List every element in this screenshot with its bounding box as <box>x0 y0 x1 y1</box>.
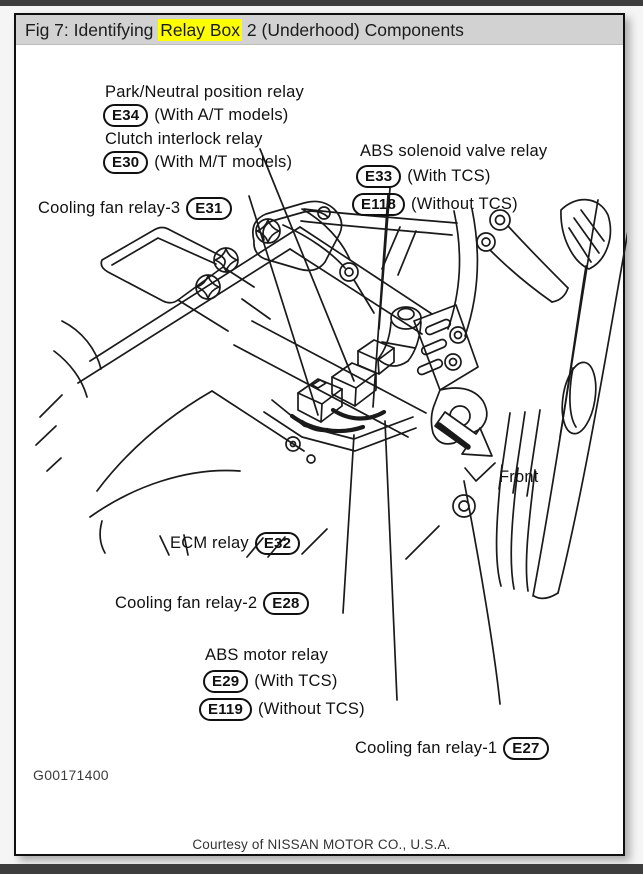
bolt-stars <box>196 219 280 299</box>
note-e29: (With TCS) <box>254 672 338 690</box>
tag-e27: E27 <box>503 737 548 760</box>
front-arrow <box>435 412 495 481</box>
window-bottom-bar <box>0 864 643 874</box>
window-top-bar <box>0 0 643 6</box>
label-cooling-fan-relay-3: Cooling fan relay-3 <box>38 199 181 217</box>
figure-title-prefix: Fig 7: Identifying <box>25 20 159 40</box>
tag-e29: E29 <box>203 670 248 693</box>
courtesy-line: Courtesy of NISSAN MOTOR CO., U.S.A. <box>192 837 451 852</box>
lower-left-contours <box>36 321 315 553</box>
relay-cluster <box>264 340 416 451</box>
figure-code: G00171400 <box>33 767 109 783</box>
label-park-neutral-relay: Park/Neutral position relay <box>105 83 304 101</box>
figure-title-bar <box>16 15 623 45</box>
front-direction-label: Front <box>499 468 539 486</box>
body-panel-bands <box>448 209 477 336</box>
label-ecm-relay: ECM relay <box>170 534 249 552</box>
tag-e119: E119 <box>199 698 252 721</box>
cowl-slats <box>497 410 540 591</box>
callout-e30 <box>103 150 292 175</box>
slotted-bracket-plate <box>414 305 487 517</box>
label-cooling-fan-relay-1: Cooling fan relay-1 <box>355 739 498 757</box>
frame-rails <box>78 209 457 437</box>
tag-e118: E118 <box>352 193 405 216</box>
label-abs-motor-relay: ABS motor relay <box>205 646 329 664</box>
label-clutch-interlock-relay: Clutch interlock relay <box>105 130 263 148</box>
tag-e28: E28 <box>263 592 308 615</box>
tag-e30: E30 <box>103 151 148 174</box>
callout-e33 <box>356 164 491 189</box>
tag-e31: E31 <box>186 197 231 220</box>
callout-e118 <box>352 192 518 217</box>
mount-stud <box>378 307 421 366</box>
callout-e119 <box>199 697 365 722</box>
note-e34: (With A/T models) <box>154 106 289 124</box>
callout-ecm-relay <box>170 531 300 556</box>
leader-lines <box>160 149 500 704</box>
harness-grommet <box>283 195 416 407</box>
callout-cooling-fan-relay-3 <box>38 196 232 221</box>
label-abs-solenoid-valve-relay: ABS solenoid valve relay <box>360 142 548 160</box>
tag-e32: E32 <box>255 532 300 555</box>
note-e118: (Without TCS) <box>411 195 518 213</box>
note-e119: (Without TCS) <box>258 700 365 718</box>
upper-arm-bracket <box>477 210 568 302</box>
callout-cooling-fan-relay-1 <box>355 736 549 761</box>
label-cooling-fan-relay-2: Cooling fan relay-2 <box>115 594 258 612</box>
tag-e34: E34 <box>103 104 148 127</box>
figure-title-suffix: 2 (Underhood) Components <box>242 20 464 40</box>
callout-cooling-fan-relay-2 <box>115 591 309 616</box>
figure-title-highlight: Relay Box <box>160 20 241 40</box>
callout-e29 <box>203 669 338 694</box>
note-e33: (With TCS) <box>407 167 491 185</box>
note-e30: (With M/T models) <box>154 153 293 171</box>
fender-edge <box>533 200 627 599</box>
callout-e34 <box>103 103 289 128</box>
tag-e33: E33 <box>356 165 401 188</box>
